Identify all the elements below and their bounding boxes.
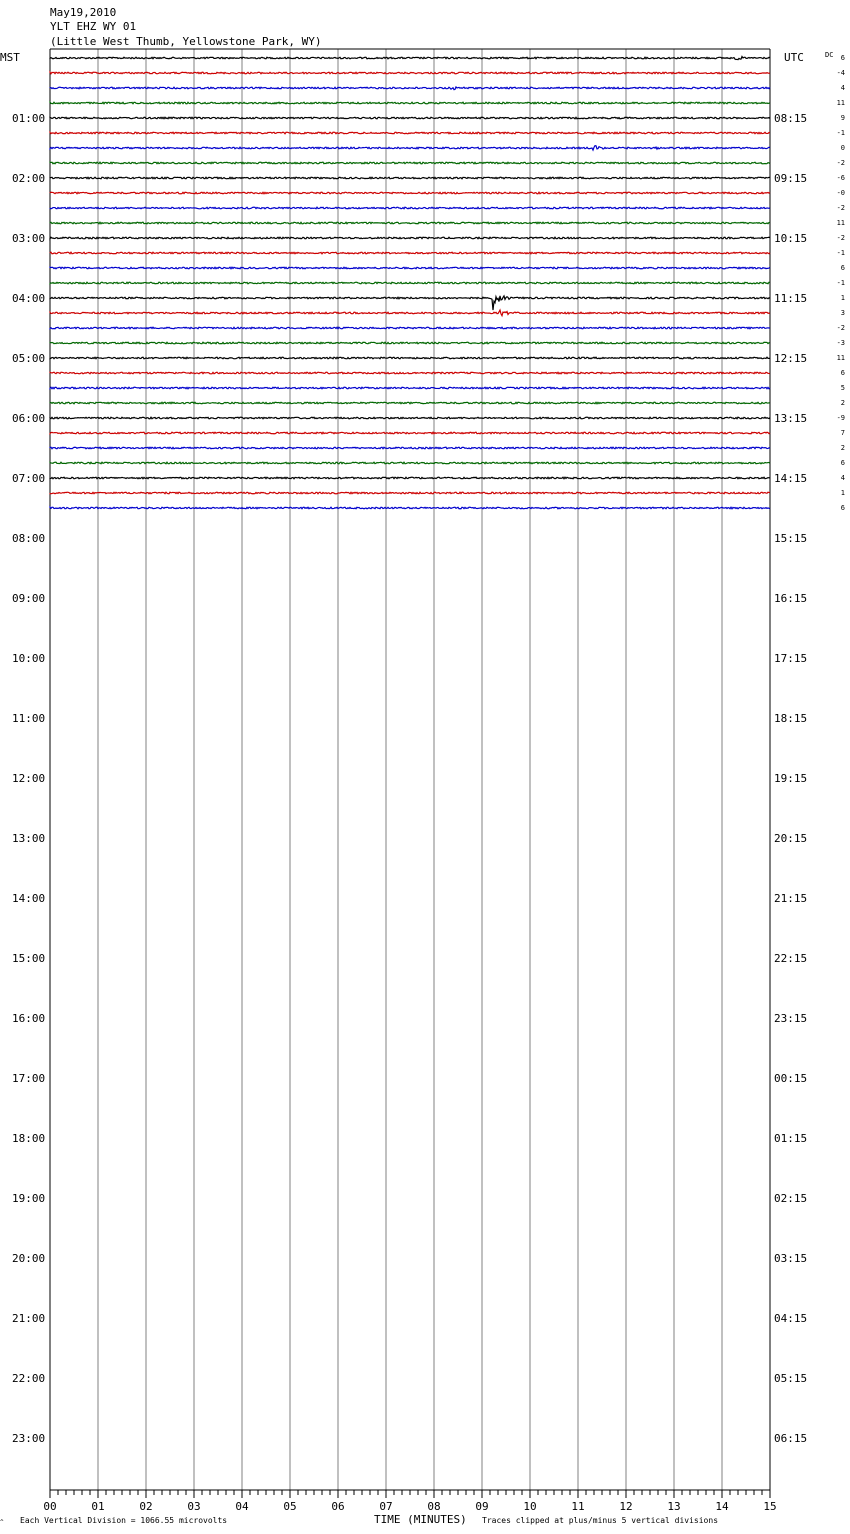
mst-hour-label: 13:00 — [12, 832, 46, 845]
seismic-trace — [50, 310, 770, 316]
mst-hour-label: 14:00 — [12, 892, 46, 905]
mst-hour-label: 20:00 — [12, 1252, 46, 1265]
x-tick-label: 01 — [91, 1500, 105, 1513]
dc-offset-label: 11 — [836, 354, 845, 362]
x-tick-label: 12 — [619, 1500, 633, 1513]
dc-offset-label: 6 — [840, 504, 845, 512]
dc-offset-label: -3 — [836, 339, 845, 347]
mst-hour-label: 12:00 — [12, 772, 46, 785]
utc-hour-label: 09:15 — [774, 172, 808, 185]
dc-offset-label: -2 — [836, 324, 845, 332]
mst-hour-label: 10:00 — [12, 652, 46, 665]
x-tick-label: 10 — [523, 1500, 537, 1513]
dc-offset-label: 6 — [840, 459, 845, 467]
utc-hour-label: 02:15 — [774, 1192, 808, 1205]
x-tick-label: 02 — [139, 1500, 153, 1513]
seismic-trace — [50, 282, 770, 284]
corner-mark: ^ — [0, 1519, 4, 1526]
seismic-trace — [50, 296, 770, 310]
utc-hour-label: 12:15 — [774, 352, 808, 365]
seismic-trace — [50, 146, 770, 151]
x-tick-label: 05 — [283, 1500, 297, 1513]
dc-offset-label: -2 — [836, 234, 845, 242]
x-tick-label: 04 — [235, 1500, 249, 1513]
dc-offset-label: -2 — [836, 159, 845, 167]
mst-hour-label: 06:00 — [12, 412, 46, 425]
seismic-trace — [50, 117, 770, 119]
dc-offset-label: 2 — [840, 444, 845, 452]
mst-hour-label: 21:00 — [12, 1312, 46, 1325]
dc-column-header: DC — [825, 51, 834, 59]
x-tick-label: 07 — [379, 1500, 393, 1513]
dc-offset-label: -0 — [836, 189, 845, 197]
dc-offset-label: 1 — [840, 489, 845, 497]
utc-hour-label: 00:15 — [774, 1072, 808, 1085]
x-tick-label: 13 — [667, 1500, 681, 1513]
mst-hour-label: 07:00 — [12, 472, 46, 485]
x-tick-label: 15 — [763, 1500, 777, 1513]
mst-hour-label: 02:00 — [12, 172, 46, 185]
seismic-trace — [50, 462, 770, 464]
dc-offset-label: 0 — [840, 144, 845, 152]
mst-hour-label: 11:00 — [12, 712, 46, 725]
mst-hour-labels — [12, 112, 45, 1445]
dc-offset-label: -2 — [836, 204, 845, 212]
seismic-trace — [50, 327, 770, 329]
left-timezone-label: MST — [0, 51, 20, 64]
dc-offset-label: -1 — [836, 129, 845, 137]
mst-hour-label: 19:00 — [12, 1192, 46, 1205]
utc-hour-label: 11:15 — [774, 292, 808, 305]
seismic-trace — [50, 102, 770, 104]
x-tick-label: 14 — [715, 1500, 729, 1513]
mst-hour-label: 09:00 — [12, 592, 46, 605]
dc-offset-label: 2 — [840, 399, 845, 407]
seismic-trace — [50, 507, 770, 509]
dc-offset-label: -6 — [836, 174, 845, 182]
seismic-trace — [50, 342, 770, 344]
seismic-trace — [50, 162, 770, 164]
utc-hour-label: 18:15 — [774, 712, 808, 725]
utc-hour-label: 14:15 — [774, 472, 808, 485]
utc-hour-labels — [774, 112, 807, 1445]
dc-offset-label: 3 — [840, 309, 845, 317]
utc-hour-label: 10:15 — [774, 232, 808, 245]
mst-hour-label: 16:00 — [12, 1012, 46, 1025]
utc-hour-label: 04:15 — [774, 1312, 808, 1325]
mst-hour-label: 01:00 — [12, 112, 46, 125]
header-station: YLT EHZ WY 01 — [50, 20, 137, 33]
utc-hour-label: 08:15 — [774, 112, 808, 125]
seismic-trace — [50, 447, 770, 449]
seismic-trace — [50, 72, 770, 74]
utc-hour-label: 21:15 — [774, 892, 808, 905]
mst-hour-label: 04:00 — [12, 292, 46, 305]
seismic-trace — [50, 237, 770, 239]
seismic-trace — [50, 492, 770, 494]
dc-offset-label: 6 — [840, 54, 845, 62]
seismic-trace — [50, 57, 770, 60]
x-tick-label: 06 — [331, 1500, 345, 1513]
mst-hour-label: 17:00 — [12, 1072, 46, 1085]
right-timezone-label: UTC — [784, 51, 804, 64]
x-tick-label: 11 — [571, 1500, 585, 1513]
seismic-trace — [50, 132, 770, 134]
utc-hour-label: 15:15 — [774, 532, 808, 545]
seismic-trace — [50, 267, 770, 269]
dc-offset-label: 4 — [840, 474, 845, 482]
dc-offset-label: 4 — [840, 84, 845, 92]
x-tick-label: 09 — [475, 1500, 489, 1513]
seismic-trace — [50, 207, 770, 209]
x-tick-label: 08 — [427, 1500, 441, 1513]
mst-hour-label: 23:00 — [12, 1432, 46, 1445]
seismic-trace — [50, 222, 770, 224]
seismic-trace — [50, 192, 770, 194]
dc-offset-label: 11 — [836, 99, 845, 107]
seismic-trace — [50, 177, 770, 179]
utc-hour-label: 01:15 — [774, 1132, 808, 1145]
mst-hour-label: 08:00 — [12, 532, 46, 545]
x-tick-label: 03 — [187, 1500, 201, 1513]
utc-hour-label: 06:15 — [774, 1432, 808, 1445]
mst-hour-label: 03:00 — [12, 232, 46, 245]
dc-offset-label: 6 — [840, 369, 845, 377]
dc-offset-label: 7 — [840, 429, 845, 437]
utc-hour-label: 16:15 — [774, 592, 808, 605]
dc-offset-label: -4 — [836, 69, 845, 77]
seismic-trace — [50, 372, 770, 374]
trace-group — [50, 57, 770, 509]
utc-hour-label: 19:15 — [774, 772, 808, 785]
dc-offset-label: -1 — [836, 279, 845, 287]
dc-offset-label: 9 — [840, 114, 845, 122]
dc-offset-label: 11 — [836, 219, 845, 227]
scale-note: Each Vertical Division = 1066.55 microvolts — [20, 1516, 228, 1525]
clip-note: Traces clipped at plus/minus 5 vertical divisions — [482, 1516, 719, 1525]
x-axis-title: TIME (MINUTES) — [374, 1513, 467, 1526]
header-date: May19,2010 — [50, 6, 117, 19]
mst-hour-label: 22:00 — [12, 1372, 46, 1385]
utc-hour-label: 17:15 — [774, 652, 808, 665]
utc-hour-label: 03:15 — [774, 1252, 808, 1265]
dc-offset-label: 5 — [840, 384, 845, 392]
mst-hour-label: 05:00 — [12, 352, 46, 365]
seismic-trace — [50, 252, 770, 254]
dc-offset-labels — [837, 54, 845, 512]
minute-grid — [50, 49, 770, 1490]
dc-offset-label: -1 — [836, 249, 845, 257]
dc-offset-label: 6 — [840, 264, 845, 272]
dc-offset-label: -9 — [836, 414, 845, 422]
header-location: (Little West Thumb, Yellowstone Park, WY) — [50, 35, 322, 48]
utc-hour-label: 05:15 — [774, 1372, 808, 1385]
seismic-trace — [50, 432, 770, 434]
seismic-trace — [50, 87, 770, 90]
dc-offset-label: 1 — [840, 294, 845, 302]
utc-hour-label: 23:15 — [774, 1012, 808, 1025]
seismic-trace — [50, 387, 770, 389]
x-tick-label: 00 — [43, 1500, 57, 1513]
mst-hour-label: 18:00 — [12, 1132, 46, 1145]
seismic-trace — [50, 417, 770, 419]
utc-hour-label: 20:15 — [774, 832, 808, 845]
mst-hour-label: 15:00 — [12, 952, 46, 965]
seismic-trace — [50, 402, 770, 404]
utc-hour-label: 22:15 — [774, 952, 808, 965]
seismic-trace — [50, 477, 770, 479]
seismic-trace — [50, 357, 770, 359]
utc-hour-label: 13:15 — [774, 412, 808, 425]
x-axis — [43, 1490, 776, 1513]
